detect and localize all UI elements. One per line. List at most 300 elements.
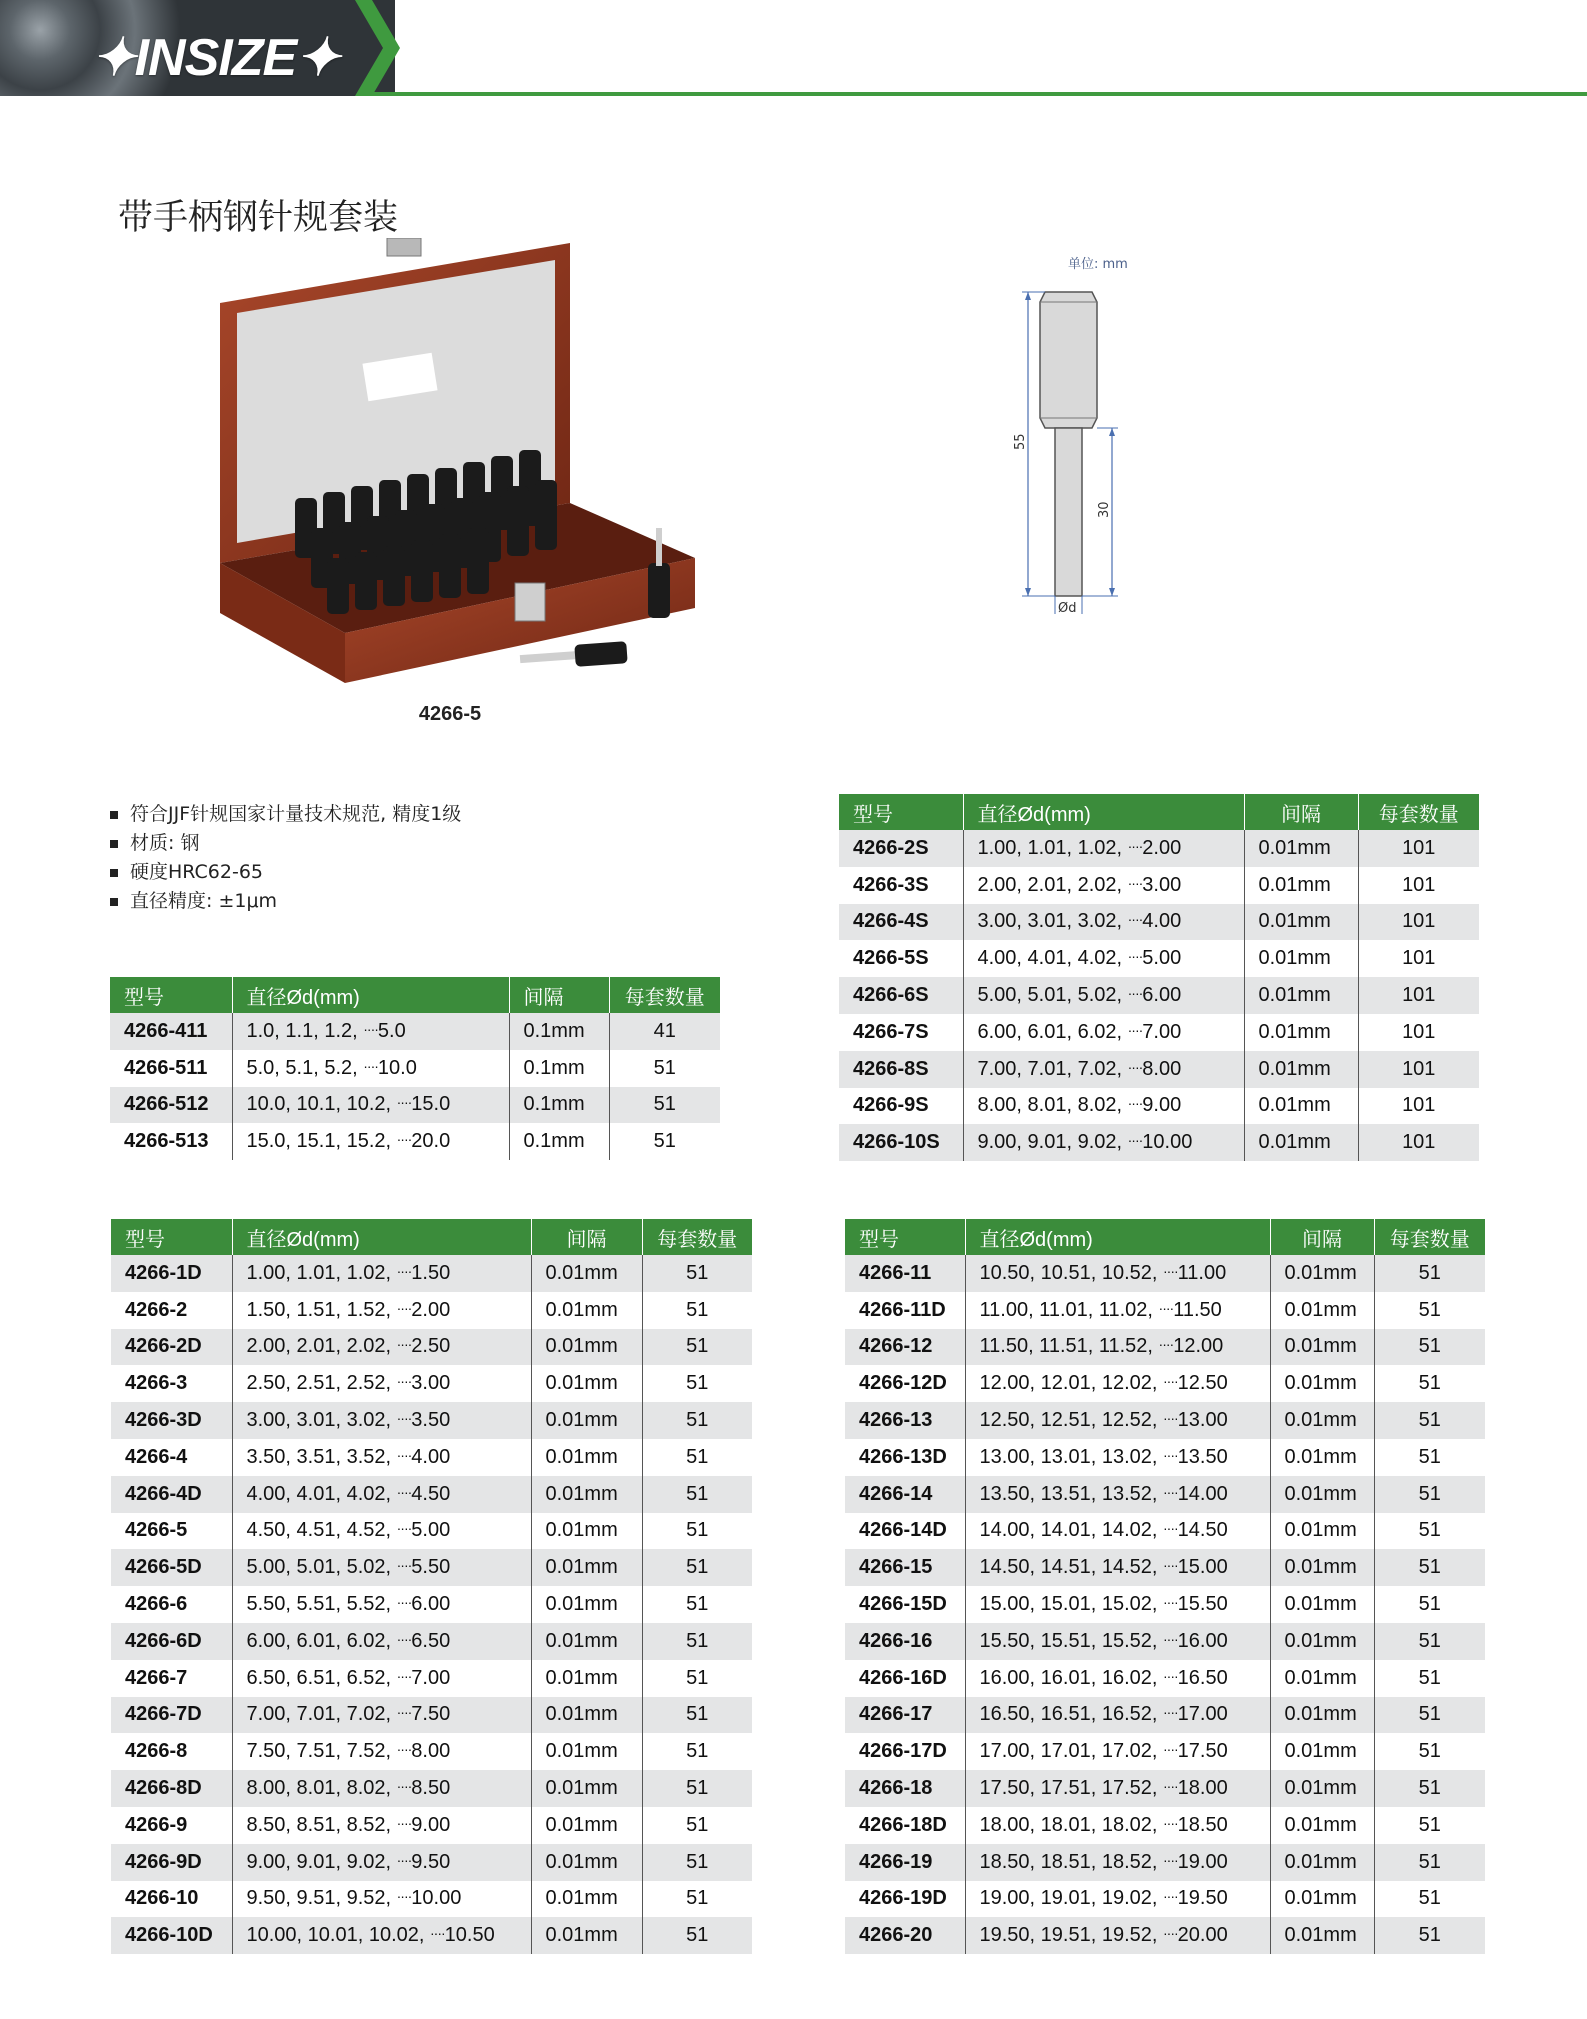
cell-qty: 51 <box>1374 1439 1485 1476</box>
cell-model: 4266-12 <box>845 1329 965 1366</box>
cell-qty: 51 <box>1374 1844 1485 1881</box>
table-row <box>845 1255 1485 1292</box>
diameter-start: 11.50, 11.51, 11.52, <box>979 1335 1159 1358</box>
header-model: 型号 <box>839 794 963 830</box>
table-row <box>845 1623 1485 1660</box>
feature-item: 直径精度: ±1μm <box>108 887 461 916</box>
table-header-row <box>111 1219 752 1255</box>
brand-logo: ✦INSIZE✦ <box>92 29 339 87</box>
diameter-end: 16.50 <box>1177 1666 1228 1689</box>
table-row <box>111 1513 752 1550</box>
cell-interval: 0.01mm <box>531 1881 642 1918</box>
ellipsis-icon: ···· <box>396 1594 412 1611</box>
cell-qty: 101 <box>1358 1014 1479 1051</box>
pin-dimension-diagram <box>1000 250 1160 620</box>
table-row <box>110 1087 720 1124</box>
table-row <box>110 1013 720 1050</box>
ellipsis-icon: ···· <box>1127 1095 1143 1112</box>
diameter-start: 13.00, 13.01, 13.02, <box>979 1445 1163 1468</box>
header-model: 型号 <box>845 1219 965 1255</box>
cell-diameter <box>965 1733 1270 1770</box>
cell-qty: 51 <box>1374 1586 1485 1623</box>
cell-qty: 51 <box>642 1770 752 1807</box>
cell-model: 4266-4 <box>111 1439 232 1476</box>
feature-item: 硬度HRC62-65 <box>108 858 461 887</box>
cell-model: 4266-10 <box>111 1881 232 1918</box>
spec-table-10.5-to-20 <box>845 1219 1485 1954</box>
cell-qty: 51 <box>642 1881 752 1918</box>
header-interval: 间隔 <box>1270 1219 1374 1255</box>
ellipsis-icon: ···· <box>363 1020 378 1037</box>
ellipsis-icon: ···· <box>396 1888 412 1905</box>
ellipsis-icon: ···· <box>396 1373 412 1390</box>
spec-table-S-series <box>839 794 1479 1161</box>
cell-qty: 51 <box>642 1439 752 1476</box>
diameter-end: 15.50 <box>1177 1593 1228 1616</box>
cell-model: 4266-511 <box>110 1050 232 1087</box>
table-row <box>839 1014 1479 1051</box>
diameter-end: 4.50 <box>411 1482 451 1505</box>
cell-diameter <box>963 1124 1244 1161</box>
cell-model: 4266-19D <box>845 1881 965 1918</box>
diameter-end: 7.00 <box>411 1666 451 1689</box>
cell-diameter <box>965 1439 1270 1476</box>
cell-diameter <box>965 1365 1270 1402</box>
cell-model: 4266-6D <box>111 1623 232 1660</box>
cell-interval: 0.01mm <box>531 1476 642 1513</box>
diameter-start: 15.00, 15.01, 15.02, <box>979 1593 1163 1616</box>
diameter-end: 5.0 <box>377 1019 406 1042</box>
ellipsis-icon: ···· <box>1127 1132 1143 1149</box>
cell-qty: 51 <box>1374 1329 1485 1366</box>
cell-interval: 0.01mm <box>531 1697 642 1734</box>
diameter-start: 16.00, 16.01, 16.02, <box>979 1666 1163 1689</box>
diameter-start: 12.00, 12.01, 12.02, <box>979 1372 1163 1395</box>
diameter-end: 6.00 <box>1142 984 1182 1007</box>
cell-model: 4266-5D <box>111 1549 232 1586</box>
diameter-end: 3.00 <box>411 1372 451 1395</box>
cell-qty: 51 <box>1374 1623 1485 1660</box>
diameter-start: 9.50, 9.51, 9.52, <box>246 1887 397 1910</box>
ellipsis-icon: ···· <box>1163 1630 1178 1647</box>
cell-diameter <box>232 1050 509 1087</box>
cell-diameter <box>965 1623 1270 1660</box>
ellipsis-icon: ···· <box>1127 1021 1143 1038</box>
cell-model: 4266-11D <box>845 1292 965 1329</box>
table-row <box>111 1697 752 1734</box>
diameter-end: 11.00 <box>1177 1261 1227 1284</box>
ellipsis-icon: ···· <box>1127 911 1143 928</box>
cell-interval: 0.01mm <box>1270 1807 1374 1844</box>
diameter-start: 18.50, 18.51, 18.52, <box>979 1850 1163 1873</box>
cell-qty: 101 <box>1358 940 1479 977</box>
ellipsis-icon: ···· <box>1163 1741 1178 1758</box>
header-diameter: 直径Ød(mm) <box>963 794 1244 830</box>
diameter-end: 7.00 <box>1142 1020 1182 1043</box>
diameter-start: 15.0, 15.1, 15.2, <box>246 1130 397 1153</box>
diameter-start: 14.00, 14.01, 14.02, <box>979 1519 1163 1542</box>
diameter-start: 5.00, 5.01, 5.02, <box>977 984 1128 1007</box>
cell-qty: 51 <box>1374 1513 1485 1550</box>
cell-qty: 51 <box>1374 1549 1485 1586</box>
header-banner <box>0 0 1587 100</box>
ellipsis-icon: ···· <box>1163 1778 1178 1795</box>
cell-interval: 0.01mm <box>531 1660 642 1697</box>
cell-diameter <box>963 867 1244 904</box>
diameter-end: 20.0 <box>411 1130 451 1153</box>
cell-interval: 0.01mm <box>1270 1402 1374 1439</box>
cell-diameter <box>963 1088 1244 1125</box>
ellipsis-icon: ···· <box>396 1446 412 1463</box>
cell-interval: 0.01mm <box>1270 1770 1374 1807</box>
table-row <box>839 940 1479 977</box>
diameter-end: 14.50 <box>1177 1519 1228 1542</box>
cell-qty: 51 <box>1374 1807 1485 1844</box>
ellipsis-icon: ···· <box>396 1814 412 1831</box>
cell-model: 4266-18 <box>845 1770 965 1807</box>
diameter-start: 1.00, 1.01, 1.02, <box>246 1261 397 1284</box>
diameter-end: 11.50 <box>1173 1298 1222 1321</box>
ellipsis-icon: ···· <box>1163 1373 1178 1390</box>
spec-table-0-1mm <box>110 977 720 1160</box>
cell-diameter <box>965 1255 1270 1292</box>
cell-qty: 41 <box>609 1013 720 1050</box>
cell-model: 4266-13 <box>845 1402 965 1439</box>
cell-model: 4266-513 <box>110 1123 232 1160</box>
cell-diameter <box>965 1586 1270 1623</box>
spec-table-1-to-10.5 <box>111 1219 752 1954</box>
header-qty: 每套数量 <box>642 1219 752 1255</box>
cell-diameter <box>965 1476 1270 1513</box>
cell-model: 4266-4D <box>111 1476 232 1513</box>
cell-diameter <box>232 1549 531 1586</box>
cell-model: 4266-7 <box>111 1660 232 1697</box>
diameter-start: 13.50, 13.51, 13.52, <box>979 1482 1163 1505</box>
cell-model: 4266-6S <box>839 977 963 1014</box>
cell-model: 4266-3 <box>111 1365 232 1402</box>
ellipsis-icon: ···· <box>1127 837 1143 854</box>
ellipsis-icon: ···· <box>396 1336 412 1353</box>
feature-item: 材质: 钢 <box>108 829 461 858</box>
cell-interval: 0.01mm <box>1270 1476 1374 1513</box>
cell-diameter <box>232 1623 531 1660</box>
table-row <box>845 1660 1485 1697</box>
diameter-end: 5.00 <box>1142 947 1182 970</box>
cell-qty: 51 <box>642 1365 752 1402</box>
table-row <box>111 1329 752 1366</box>
cell-model: 4266-10S <box>839 1124 963 1161</box>
cell-interval: 0.01mm <box>1270 1660 1374 1697</box>
diameter-start: 4.00, 4.01, 4.02, <box>246 1482 397 1505</box>
table-row <box>111 1623 752 1660</box>
table-row <box>845 1365 1485 1402</box>
cell-interval: 0.01mm <box>1270 1881 1374 1918</box>
cell-qty: 51 <box>609 1087 720 1124</box>
cell-interval: 0.01mm <box>531 1623 642 1660</box>
diameter-start: 7.00, 7.01, 7.02, <box>977 1057 1128 1080</box>
cell-qty: 101 <box>1358 1051 1479 1088</box>
header-diameter: 直径Ød(mm) <box>965 1219 1270 1255</box>
bullet-icon <box>110 869 118 877</box>
diameter-end: 10.0 <box>377 1056 417 1079</box>
cell-model: 4266-17 <box>845 1697 965 1734</box>
cell-model: 4266-12D <box>845 1365 965 1402</box>
cell-model: 4266-14D <box>845 1513 965 1550</box>
ellipsis-icon: ···· <box>396 1483 412 1500</box>
table-row <box>839 904 1479 941</box>
table-row <box>111 1365 752 1402</box>
diameter-end: 3.50 <box>411 1409 451 1432</box>
diameter-end: 2.00 <box>411 1298 451 1321</box>
cell-diameter <box>232 1255 531 1292</box>
table-row <box>845 1292 1485 1329</box>
feature-item: 符合JJF针规国家计量技术规范, 精度1级 <box>108 800 461 829</box>
ellipsis-icon: ···· <box>396 1704 412 1721</box>
cell-model: 4266-14 <box>845 1476 965 1513</box>
table-row <box>111 1586 752 1623</box>
diameter-end: 17.50 <box>1177 1740 1228 1763</box>
cell-diameter <box>232 1844 531 1881</box>
ellipsis-icon: ···· <box>1163 1557 1178 1574</box>
cell-interval: 0.01mm <box>1270 1917 1374 1954</box>
cell-qty: 51 <box>1374 1770 1485 1807</box>
diameter-start: 6.00, 6.01, 6.02, <box>977 1020 1128 1043</box>
cell-model: 4266-3D <box>111 1402 232 1439</box>
diameter-end: 12.00 <box>1173 1335 1224 1358</box>
ellipsis-icon: ···· <box>1163 1520 1178 1537</box>
ellipsis-icon: ···· <box>430 1925 445 1942</box>
diameter-start: 17.00, 17.01, 17.02, <box>979 1740 1163 1763</box>
diameter-start: 15.50, 15.51, 15.52, <box>979 1629 1163 1652</box>
cell-model: 4266-15D <box>845 1586 965 1623</box>
cell-model: 4266-9D <box>111 1844 232 1881</box>
ellipsis-icon: ···· <box>1163 1483 1178 1500</box>
diameter-start: 3.50, 3.51, 3.52, <box>246 1445 397 1468</box>
header-interval: 间隔 <box>1244 794 1358 830</box>
cell-diameter <box>232 1881 531 1918</box>
cell-diameter <box>963 940 1244 977</box>
cell-diameter <box>965 1844 1270 1881</box>
cell-model: 4266-3S <box>839 867 963 904</box>
table-row <box>845 1917 1485 1954</box>
cell-interval: 0.1mm <box>509 1013 609 1050</box>
diameter-start: 6.50, 6.51, 6.52, <box>246 1666 397 1689</box>
cell-model: 4266-9S <box>839 1088 963 1125</box>
cell-qty: 51 <box>642 1623 752 1660</box>
cell-model: 4266-2S <box>839 830 963 867</box>
diameter-end: 4.00 <box>1142 910 1182 933</box>
diameter-end: 12.50 <box>1177 1372 1228 1395</box>
cell-interval: 0.01mm <box>1270 1733 1374 1770</box>
diameter-start: 10.0, 10.1, 10.2, <box>246 1093 397 1116</box>
diameter-start: 19.00, 19.01, 19.02, <box>979 1887 1163 1910</box>
cell-diameter <box>232 1087 509 1124</box>
diameter-start: 6.00, 6.01, 6.02, <box>246 1629 397 1652</box>
cell-interval: 0.01mm <box>1244 977 1358 1014</box>
cell-qty: 51 <box>642 1807 752 1844</box>
ellipsis-icon: ···· <box>1163 1851 1178 1868</box>
ellipsis-icon: ···· <box>1163 1814 1178 1831</box>
header-qty: 每套数量 <box>609 977 720 1013</box>
table-row <box>845 1697 1485 1734</box>
ellipsis-icon: ···· <box>396 1778 412 1795</box>
cell-diameter <box>965 1770 1270 1807</box>
cell-qty: 51 <box>1374 1660 1485 1697</box>
cell-qty: 51 <box>1374 1402 1485 1439</box>
cell-interval: 0.01mm <box>1270 1549 1374 1586</box>
diameter-start: 7.50, 7.51, 7.52, <box>246 1740 397 1763</box>
table-row <box>845 1733 1485 1770</box>
cell-qty: 51 <box>642 1402 752 1439</box>
table-row <box>111 1476 752 1513</box>
diameter-end: 9.00 <box>1142 1094 1182 1117</box>
cell-interval: 0.01mm <box>1270 1329 1374 1366</box>
cell-diameter <box>232 1697 531 1734</box>
cell-diameter <box>232 1770 531 1807</box>
table-row <box>110 1123 720 1160</box>
header-interval: 间隔 <box>509 977 609 1013</box>
ellipsis-icon: ···· <box>1158 1336 1174 1353</box>
ellipsis-icon: ···· <box>1163 1888 1178 1905</box>
cell-qty: 51 <box>642 1255 752 1292</box>
diameter-start: 7.00, 7.01, 7.02, <box>246 1703 397 1726</box>
total-length-label: 55 <box>1013 433 1028 450</box>
cell-model: 4266-13D <box>845 1439 965 1476</box>
cell-interval: 0.01mm <box>531 1439 642 1476</box>
cell-diameter <box>232 1660 531 1697</box>
cell-interval: 0.01mm <box>1270 1292 1374 1329</box>
ellipsis-icon: ···· <box>1163 1667 1178 1684</box>
table-row <box>839 1124 1479 1161</box>
diameter-end: 8.00 <box>1142 1057 1182 1080</box>
diameter-end: 18.50 <box>1177 1813 1228 1836</box>
cell-interval: 0.01mm <box>1270 1255 1374 1292</box>
cell-diameter <box>963 904 1244 941</box>
diameter-start: 1.50, 1.51, 1.52, <box>246 1298 397 1321</box>
cell-qty: 101 <box>1358 977 1479 1014</box>
cell-interval: 0.01mm <box>531 1402 642 1439</box>
cell-diameter <box>963 977 1244 1014</box>
cell-diameter <box>232 1365 531 1402</box>
cell-interval: 0.01mm <box>531 1365 642 1402</box>
diameter-end: 13.00 <box>1177 1409 1228 1432</box>
cell-interval: 0.01mm <box>1270 1439 1374 1476</box>
cell-model: 4266-11 <box>845 1255 965 1292</box>
cell-diameter <box>965 1881 1270 1918</box>
table-header-row <box>845 1219 1485 1255</box>
header-interval: 间隔 <box>531 1219 642 1255</box>
table-row <box>839 867 1479 904</box>
cell-qty: 51 <box>642 1733 752 1770</box>
diameter-start: 8.00, 8.01, 8.02, <box>246 1777 397 1800</box>
diameter-start: 4.50, 4.51, 4.52, <box>246 1519 397 1542</box>
diameter-end: 1.50 <box>411 1261 451 1284</box>
cell-model: 4266-9 <box>111 1807 232 1844</box>
cell-model: 4266-2D <box>111 1329 232 1366</box>
ellipsis-icon: ···· <box>1127 985 1143 1002</box>
cell-interval: 0.01mm <box>1270 1586 1374 1623</box>
diameter-end: 8.00 <box>411 1740 451 1763</box>
cell-model: 4266-16D <box>845 1660 965 1697</box>
diameter-start: 14.50, 14.51, 14.52, <box>979 1556 1163 1579</box>
diameter-start: 12.50, 12.51, 12.52, <box>979 1409 1163 1432</box>
diameter-end: 10.00 <box>1142 1131 1193 1154</box>
ellipsis-icon: ···· <box>1163 1704 1178 1721</box>
cell-qty: 101 <box>1358 867 1479 904</box>
cell-diameter <box>963 1051 1244 1088</box>
table-row <box>845 1549 1485 1586</box>
table-row <box>845 1513 1485 1550</box>
diameter-end: 2.00 <box>1142 836 1182 859</box>
table-row <box>111 1660 752 1697</box>
cell-model: 4266-6 <box>111 1586 232 1623</box>
diameter-start: 5.0, 5.1, 5.2, <box>246 1056 364 1079</box>
cell-model: 4266-5S <box>839 940 963 977</box>
ellipsis-icon: ···· <box>396 1410 412 1427</box>
ellipsis-icon: ···· <box>396 1557 412 1574</box>
cell-interval: 0.01mm <box>531 1917 642 1954</box>
diameter-end: 9.00 <box>411 1813 451 1836</box>
header-diameter: 直径Ød(mm) <box>232 1219 531 1255</box>
cell-qty: 51 <box>609 1123 720 1160</box>
ellipsis-icon: ···· <box>396 1630 412 1647</box>
cell-model: 4266-17D <box>845 1733 965 1770</box>
cell-diameter <box>232 1329 531 1366</box>
cell-interval: 0.01mm <box>1270 1623 1374 1660</box>
cell-interval: 0.01mm <box>1244 904 1358 941</box>
ellipsis-icon: ···· <box>1163 1262 1178 1279</box>
diameter-start: 5.00, 5.01, 5.02, <box>246 1556 397 1579</box>
diameter-start: 4.00, 4.01, 4.02, <box>977 947 1128 970</box>
table-row <box>839 1051 1479 1088</box>
cell-qty: 51 <box>642 1697 752 1734</box>
cell-qty: 101 <box>1358 1088 1479 1125</box>
cell-interval: 0.01mm <box>531 1807 642 1844</box>
diameter-end: 6.00 <box>411 1593 451 1616</box>
diameter-start: 9.00, 9.01, 9.02, <box>977 1131 1128 1154</box>
header-model: 型号 <box>110 977 232 1013</box>
cell-qty: 51 <box>1374 1733 1485 1770</box>
cell-qty: 51 <box>642 1549 752 1586</box>
cell-diameter <box>965 1292 1270 1329</box>
cell-qty: 51 <box>642 1329 752 1366</box>
cell-interval: 0.1mm <box>509 1123 609 1160</box>
ellipsis-icon: ···· <box>1163 1410 1178 1427</box>
cell-interval: 0.01mm <box>531 1844 642 1881</box>
cell-model: 4266-8S <box>839 1051 963 1088</box>
cell-model: 4266-1D <box>111 1255 232 1292</box>
table-row <box>111 1881 752 1918</box>
header-qty: 每套数量 <box>1358 794 1479 830</box>
cell-qty: 101 <box>1358 1124 1479 1161</box>
cell-model: 4266-5 <box>111 1513 232 1550</box>
cell-diameter <box>232 1513 531 1550</box>
table-header-row <box>110 977 720 1013</box>
cell-qty: 51 <box>1374 1697 1485 1734</box>
cell-diameter <box>232 1402 531 1439</box>
diameter-start: 2.00, 2.01, 2.02, <box>977 873 1128 896</box>
cell-qty: 51 <box>642 1660 752 1697</box>
cell-model: 4266-15 <box>845 1549 965 1586</box>
diameter-end: 2.50 <box>411 1335 451 1358</box>
cell-qty: 101 <box>1358 830 1479 867</box>
pin-length-label: 30 <box>1097 501 1112 518</box>
ellipsis-icon: ···· <box>1127 948 1143 965</box>
cell-interval: 0.01mm <box>1270 1697 1374 1734</box>
diameter-start: 18.00, 18.01, 18.02, <box>979 1813 1163 1836</box>
ellipsis-icon: ···· <box>396 1262 412 1279</box>
cell-model: 4266-8 <box>111 1733 232 1770</box>
